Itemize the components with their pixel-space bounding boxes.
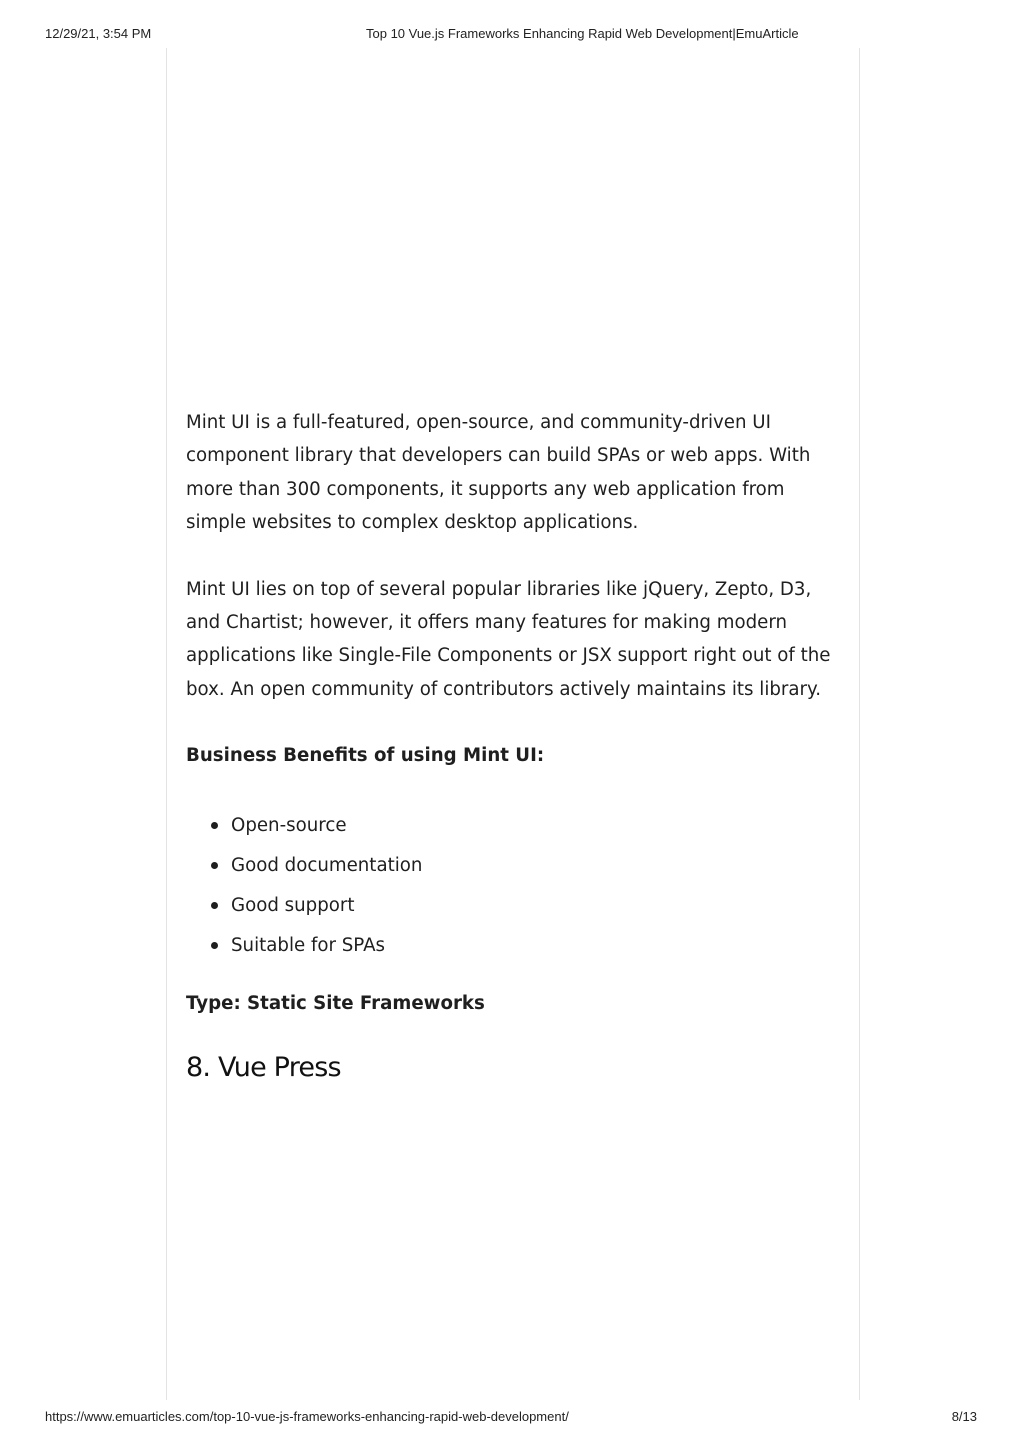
bullet-icon [211, 942, 218, 949]
print-footer [0, 1407, 1024, 1425]
list-item-label: Open-source [231, 814, 347, 836]
section-heading: 8. Vue Press [186, 1052, 341, 1084]
print-page-url: https://www.emuarticles.com/top-10-vue-js-frameworks-enhancing-rapid-web-development/ [45, 1409, 569, 1424]
print-page-number: 8/13 [951, 1409, 977, 1424]
list-item-label: Good documentation [231, 854, 423, 876]
list-item [231, 886, 846, 926]
bullet-icon [211, 902, 218, 909]
benefits-list [186, 806, 846, 966]
print-page-title: Top 10 Vue.js Frameworks Enhancing Rapid Web Development|EmuArticle [366, 26, 799, 41]
framework-type-label: Type: Static Site Frameworks [186, 992, 485, 1014]
article-paragraph: Mint UI is a full-featured, open-source, and community-driven UI component library that developers can build SPAs or web apps. With more than 300 components, it supports any web application from simple websites to complex desktop applications. [186, 412, 811, 534]
bullet-icon [211, 862, 218, 869]
list-item-label: Suitable for SPAs [231, 934, 386, 956]
bullet-icon [211, 822, 218, 829]
print-datetime: 12/29/21, 3:54 PM [45, 26, 152, 41]
print-header [0, 24, 1024, 42]
list-item-label: Good support [231, 894, 355, 916]
article-paragraph: Mint UI lies on top of several popular libraries like jQuery, Zepto, D3, and Chartist; however, it offers many features for making modern applications like Single-File Components or JSX support right out of the box. An open community of contributors actively maintains its library. [186, 578, 831, 700]
list-item [231, 806, 846, 846]
list-item [231, 846, 846, 886]
list-item [231, 926, 846, 966]
article-body [186, 406, 846, 1088]
benefits-heading: Business Benefits of using Mint UI: [186, 745, 545, 767]
